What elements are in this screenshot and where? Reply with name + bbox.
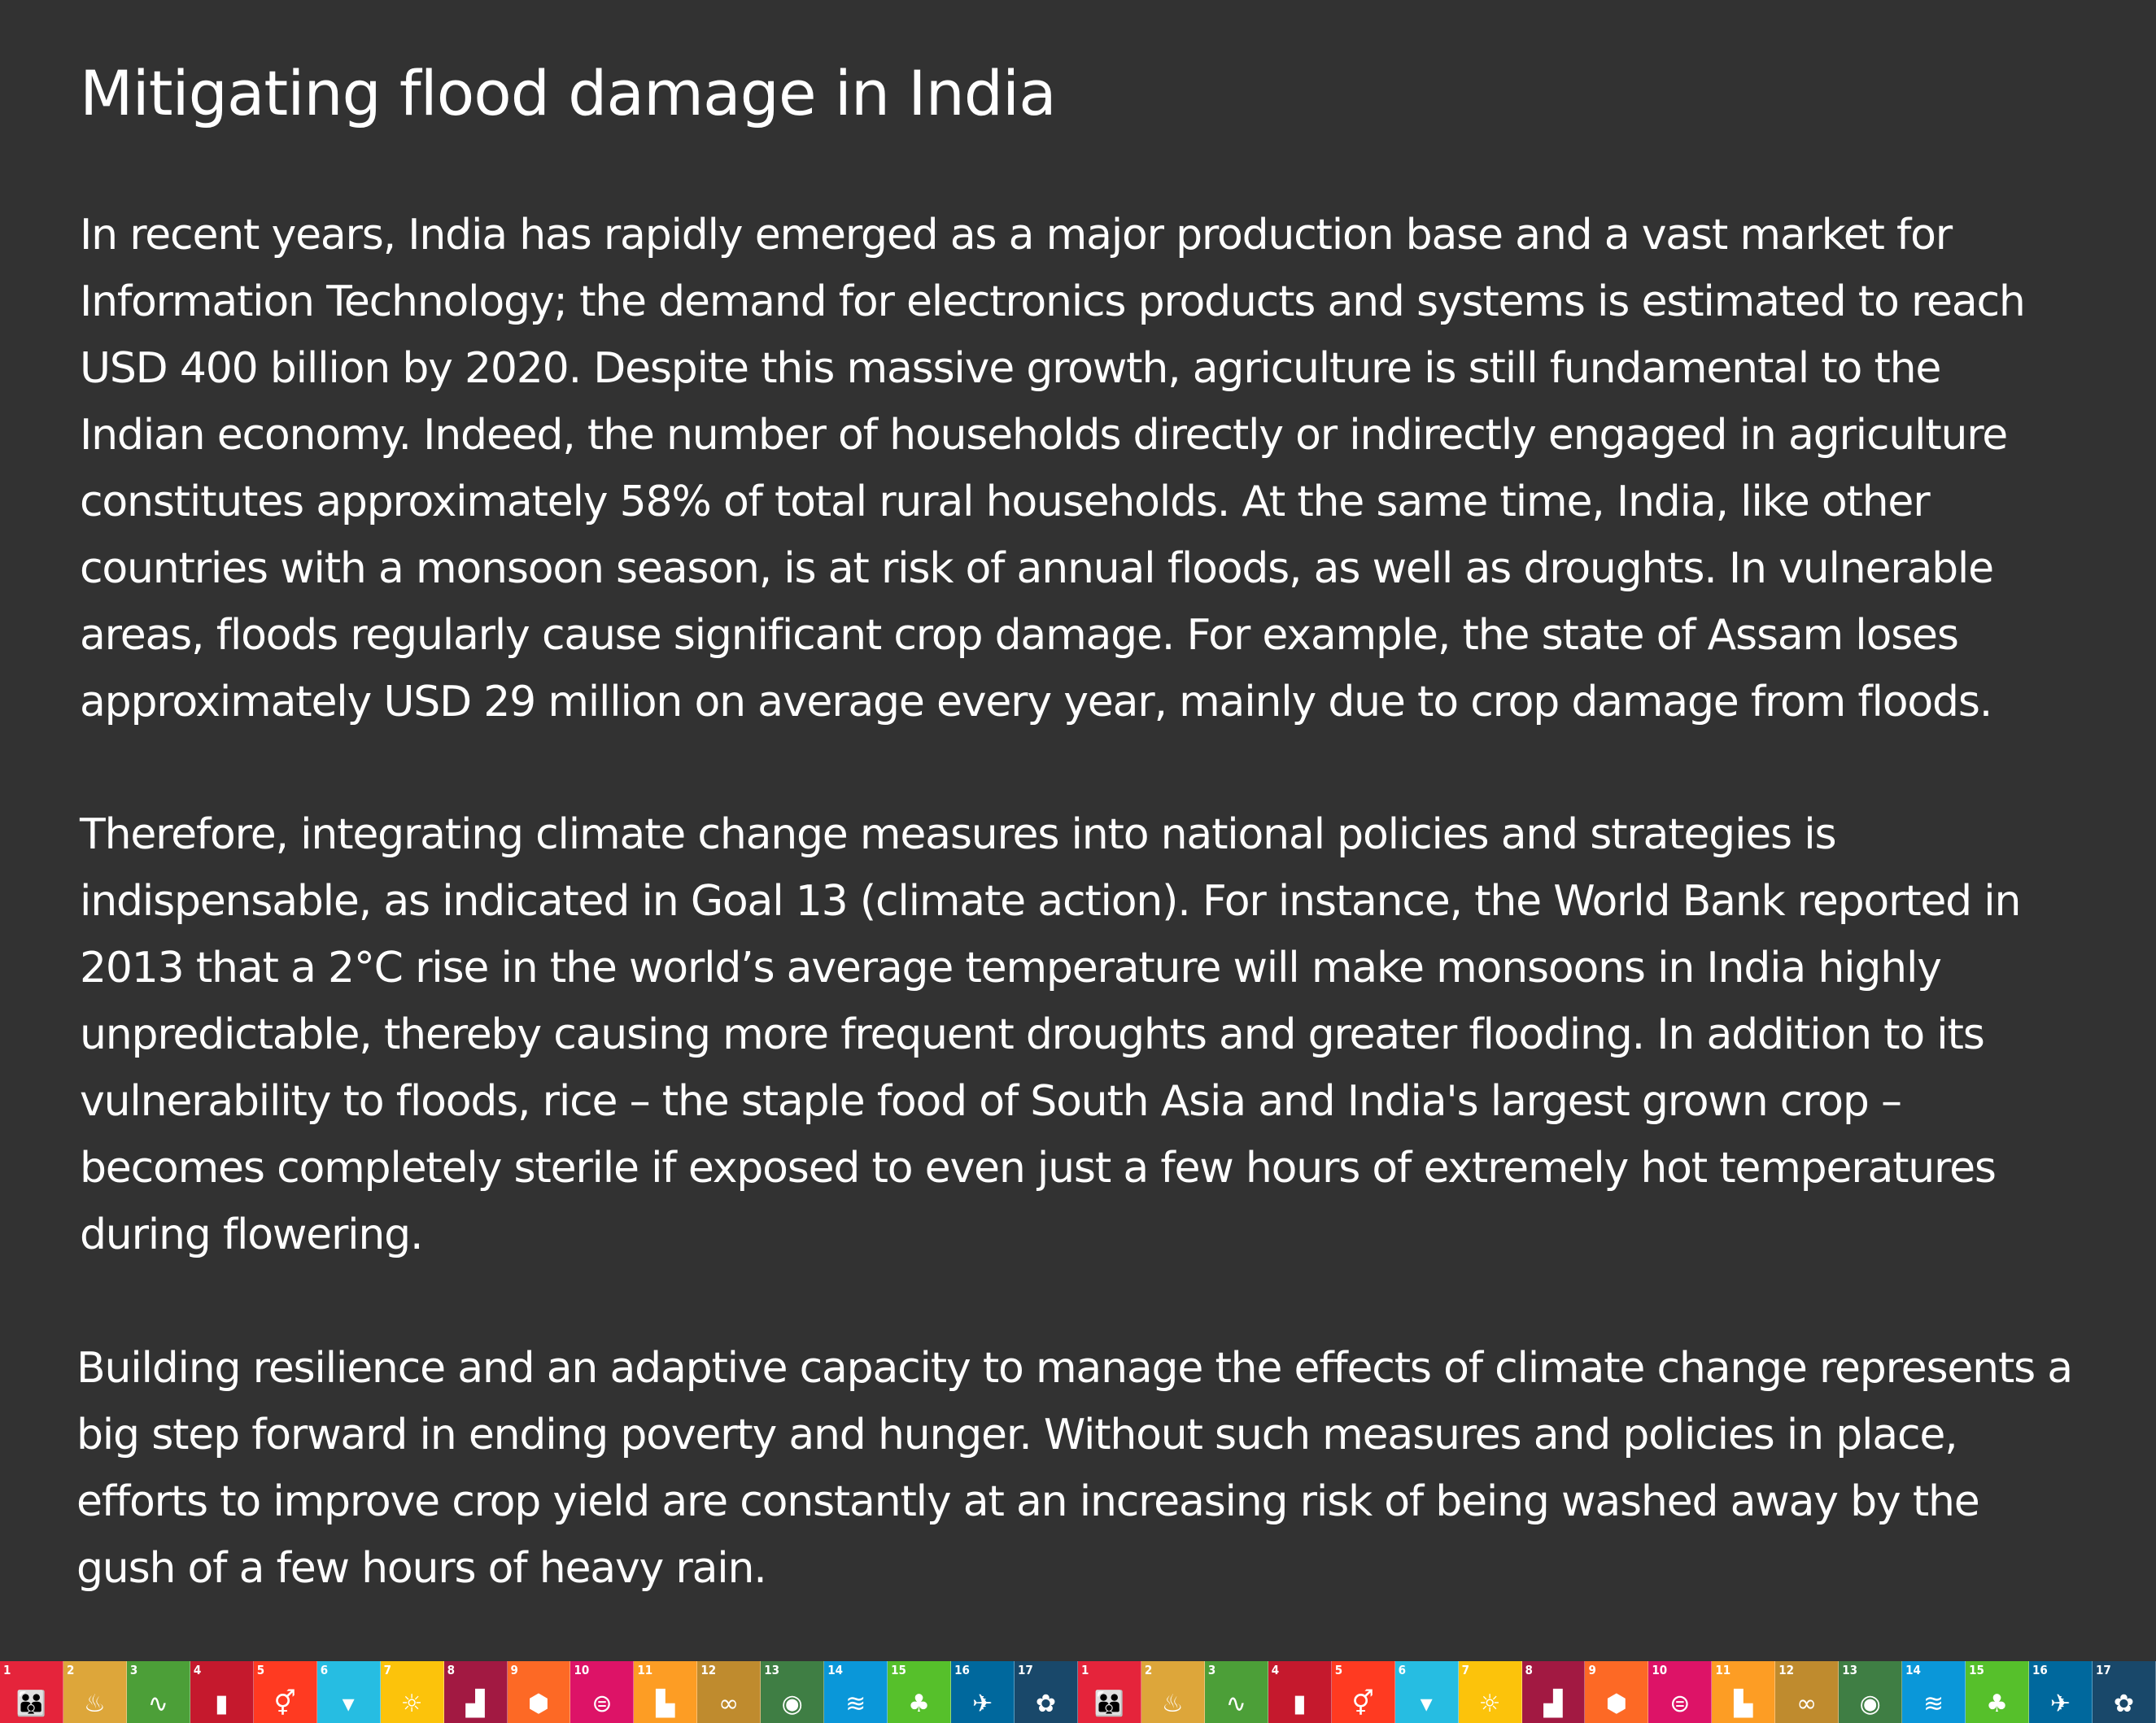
growth-chart-icon: ▟ <box>465 1690 485 1718</box>
equality-icon: ⊜ <box>1669 1690 1691 1718</box>
sdg-number: 3 <box>129 1663 138 1677</box>
sdg-number: 2 <box>66 1663 75 1677</box>
sdg-tile <box>1459 1661 1522 1723</box>
sdg-tile <box>1015 1661 1078 1723</box>
sdg-tile <box>1332 1661 1395 1723</box>
text-line: efforts to improve crop yield are constantly at an increasing risk of being washed away by the <box>76 1477 1979 1526</box>
sdg-tile <box>127 1661 190 1723</box>
cubes-icon: ⬢ <box>527 1690 550 1718</box>
text-line: approximately USD 29 million on average every year, mainly due to crop damage from floods. <box>80 678 1992 726</box>
sdg-number: 8 <box>447 1663 455 1677</box>
sdg-number: 7 <box>383 1663 392 1677</box>
heartbeat-icon: ∿ <box>1225 1690 1246 1718</box>
sdg-number: 9 <box>510 1663 518 1677</box>
sdg-number: 6 <box>1398 1663 1407 1677</box>
sdg-tile <box>0 1661 63 1723</box>
eye-globe-icon: ◉ <box>1859 1690 1881 1718</box>
text-line: Therefore, integrating climate change measures into national policies and strategies is <box>80 810 1836 859</box>
paragraph-2 <box>80 801 2020 1268</box>
sdg-tile <box>508 1661 571 1723</box>
sdg-tile <box>381 1661 444 1723</box>
growth-chart-icon: ▟ <box>1543 1690 1563 1718</box>
text-line: countries with a monsoon season, is at risk of annual floods, as well as droughts. In vulnerable <box>80 544 1993 593</box>
sdg-tile <box>2029 1661 2093 1723</box>
fish-icon: ≋ <box>845 1690 866 1718</box>
paragraph-3 <box>76 1335 2072 1602</box>
sdg-tile <box>1141 1661 1205 1723</box>
sdg-number: 10 <box>1652 1663 1668 1677</box>
sdg-tile <box>697 1661 761 1723</box>
text-line: constitutes approximately 58% of total rural households. At the same time, India, like other <box>80 478 1930 526</box>
text-line: becomes completely sterile if exposed to even just a few hours of extremely hot temperatures <box>80 1144 1996 1193</box>
text-line: USD 400 billion by 2020. Despite this massive growth, agriculture is still fundamental to the <box>80 344 1941 393</box>
fish-icon: ≋ <box>1923 1690 1944 1718</box>
sdg-tile <box>1268 1661 1332 1723</box>
eye-globe-icon: ◉ <box>781 1690 803 1718</box>
sdg-tile <box>1395 1661 1459 1723</box>
book-icon: ▮ <box>1292 1690 1307 1718</box>
text-line: big step forward in ending poverty and hunger. Without such measures and policies in place, <box>76 1411 1957 1459</box>
sdg-number: 7 <box>1461 1663 1469 1677</box>
sdg-number: 17 <box>2095 1663 2111 1677</box>
sdg-tile <box>951 1661 1015 1723</box>
text-line: vulnerability to floods, rice – the staple food of South Asia and India's largest grown crop – <box>80 1077 1901 1126</box>
sdg-number: 4 <box>193 1663 202 1677</box>
gender-icon: ⚥ <box>273 1690 296 1718</box>
sdg-tile <box>1712 1661 1775 1723</box>
article <box>76 49 2097 1593</box>
sdg-tile <box>1078 1661 1141 1723</box>
sdg-number: 1 <box>1080 1663 1089 1677</box>
sdg-number: 14 <box>827 1663 843 1677</box>
text-line: Indian economy. Indeed, the number of households directly or indirectly engaged in agriculture <box>80 411 2008 460</box>
partnership-icon: ✿ <box>2113 1690 2134 1718</box>
sun-icon: ☼ <box>1478 1690 1501 1718</box>
sdg-number: 13 <box>1842 1663 1857 1677</box>
sdg-number: 14 <box>1905 1663 1921 1677</box>
sdg-tile <box>190 1661 254 1723</box>
sdg-tile <box>317 1661 381 1723</box>
cubes-icon: ⬢ <box>1605 1690 1627 1718</box>
text-line: In recent years, India has rapidly emerged as a major production base and a vast market for <box>80 211 1952 260</box>
sdg-number: 5 <box>256 1663 265 1677</box>
partnership-icon: ✿ <box>1035 1690 1057 1718</box>
sdg-number: 11 <box>1715 1663 1731 1677</box>
heartbeat-icon: ∿ <box>147 1690 168 1718</box>
tree-icon: ♣ <box>1986 1690 2008 1718</box>
sdg-number: 17 <box>1018 1663 1033 1677</box>
infinity-icon: ∞ <box>718 1690 740 1718</box>
page-title: Mitigating flood damage in India <box>80 57 1056 129</box>
sdg-tile <box>63 1661 127 1723</box>
sdg-number: 11 <box>637 1663 653 1677</box>
water-glass-icon: ▾ <box>1420 1690 1433 1718</box>
sdg-tile <box>570 1661 634 1723</box>
sdg-number: 5 <box>1334 1663 1343 1677</box>
sdg-goals-strip <box>0 1661 2156 1723</box>
sdg-tile <box>1585 1661 1648 1723</box>
sdg-tile <box>1648 1661 1712 1723</box>
text-line: during flowering. <box>80 1210 423 1259</box>
bowl-icon: ♨ <box>83 1690 106 1718</box>
sdg-tile <box>634 1661 697 1723</box>
text-line: indispensable, as indicated in Goal 13 (climate action). For instance, the World Bank reported in <box>80 877 2021 926</box>
sdg-tile <box>761 1661 824 1723</box>
dove-icon: ✈ <box>2049 1690 2071 1718</box>
sdg-number: 8 <box>1525 1663 1533 1677</box>
sdg-number: 9 <box>1588 1663 1596 1677</box>
text-line: 2013 that a 2°C rise in the world’s average temperature will make monsoons in India highly <box>80 944 1941 992</box>
sdg-tile <box>1839 1661 1902 1723</box>
book-icon: ▮ <box>215 1690 229 1718</box>
equality-icon: ⊜ <box>591 1690 613 1718</box>
sdg-number: 1 <box>3 1663 11 1677</box>
sun-icon: ☼ <box>400 1690 423 1718</box>
sdg-tile <box>254 1661 317 1723</box>
sdg-number: 16 <box>2032 1663 2048 1677</box>
sdg-tile <box>1902 1661 1966 1723</box>
sdg-tile <box>444 1661 508 1723</box>
text-line: Building resilience and an adaptive capacity to manage the effects of climate change represents a <box>76 1344 2072 1393</box>
sdg-number: 16 <box>954 1663 970 1677</box>
paragraph-1 <box>80 202 2025 735</box>
sdg-number: 15 <box>891 1663 906 1677</box>
text-line: unpredictable, thereby causing more frequent droughts and greater flooding. In addition to its <box>80 1010 1984 1059</box>
sdg-number: 15 <box>1969 1663 1984 1677</box>
sdg-number: 10 <box>574 1663 590 1677</box>
text-line: Information Technology; the demand for electronics products and systems is estimated to reach <box>80 277 2025 326</box>
sdg-tile <box>1205 1661 1268 1723</box>
water-glass-icon: ▾ <box>342 1690 355 1718</box>
sdg-tile <box>1522 1661 1586 1723</box>
sdg-number: 3 <box>1207 1663 1216 1677</box>
sdg-number: 12 <box>1778 1663 1795 1677</box>
gender-icon: ⚥ <box>1351 1690 1374 1718</box>
sdg-tile <box>1775 1661 1839 1723</box>
infinity-icon: ∞ <box>1796 1690 1818 1718</box>
sdg-number: 6 <box>320 1663 329 1677</box>
city-icon: ▙ <box>1734 1690 1753 1718</box>
bowl-icon: ♨ <box>1161 1690 1184 1718</box>
sdg-tile <box>824 1661 888 1723</box>
sdg-tile <box>1966 1661 2029 1723</box>
people-icon: 👪 <box>15 1690 47 1718</box>
city-icon: ▙ <box>656 1690 675 1718</box>
sdg-number: 13 <box>764 1663 780 1677</box>
sdg-number: 12 <box>700 1663 717 1677</box>
sdg-number: 2 <box>1144 1663 1153 1677</box>
dove-icon: ✈ <box>971 1690 993 1718</box>
text-line: gush of a few hours of heavy rain. <box>76 1544 766 1593</box>
sdg-tile <box>2093 1661 2156 1723</box>
text-line: areas, floods regularly cause significant crop damage. For example, the state of Assam loses <box>80 611 1958 660</box>
people-icon: 👪 <box>1093 1690 1125 1718</box>
tree-icon: ♣ <box>908 1690 931 1718</box>
sdg-tile <box>888 1661 951 1723</box>
sdg-number: 4 <box>1271 1663 1280 1677</box>
